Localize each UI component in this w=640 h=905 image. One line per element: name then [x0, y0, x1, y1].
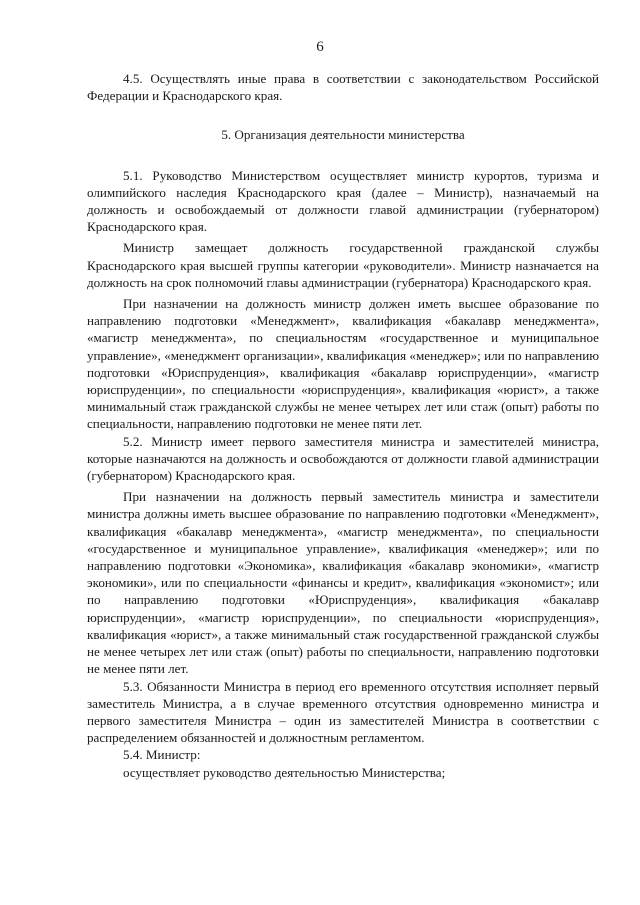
section-heading-5: 5. Организация деятельности министерства [221, 127, 465, 143]
paragraph-5-2-deputy-requirements: При назначении на должность первый заместитель министра и заместители министра должны иметь высшее образование по направлению подготовки «Менеджмент», квалификация «бакалавр менеджмента», «магистр менеджмента», по специальности «государственное и муниципальное управление», квалификация «менеджер»; или по направлению подготовки «Экономика», квалификация «бакалавр экономики», «магистр экономики», или по специальности «финансы и кредит», квалификация «экономист»; или по направлению подготовки «Юриспруденция», квалификация «бакалавр юриспруденции», «магистр юриспруденции», по специальности «юриспруденция», квалификация «юрист», а также минимальный стаж государственной гражданской службы не менее четырех лет или стаж (опыт) работы по специальности, направлению подготовки не менее пяти лет. [87, 489, 599, 677]
paragraph-5-2: 5.2. Министр имеет первого заместителя министра и заместителей министра, которые назначаются на должность и освобождаются от должности главой администрации (губернатором) Краснодарского края. [87, 433, 599, 484]
paragraph-5-3: 5.3. Обязанности Министра в период его временного отсутствия исполняет первый заместитель Министра, а в случае временного отсутствия одновременно министра и первого заместителя Министра – один из заместителей Министра в соответствии с распределением обязанностей и должностным регламентом. [87, 678, 599, 746]
paragraph-5-1: 5.1. Руководство Министерством осуществляет министр курортов, туризма и олимпийского наследия Краснодарского края (далее – Министр), назначаемый на должность и освобождаемый от должности главой администрации (губернатором) Краснодарского края. [87, 167, 599, 235]
page-number: 6 [316, 39, 324, 55]
paragraph-5-4: 5.4. Министр: [123, 747, 201, 763]
paragraph-5-1-minister-position: Министр замещает должность государственной гражданской службы Краснодарского края высшей группы категории «руководители». Министр назначается на должность на срок полномочий главы администрации (губернатора) Краснодарского края. [87, 240, 599, 290]
paragraph-4-5: 4.5. Осуществлять иные права в соответствии с законодательством Российской Федерации и Краснодарского края. [87, 71, 599, 104]
document-body [87, 70, 599, 781]
paragraph-5-1-minister-requirements: При назначении на должность министр должен иметь высшее образование по направлению подготовки «Менеджмент», квалификация «бакалавр менеджмента», «магистр менеджмента», по специальностям «государственное и муниципальное управление», «менеджмент организации», квалификация «менеджер»; или по направлению подготовки «Юриспруденция», квалификация «бакалавр юриспруденции», «магистр юриспруденции», по специальности «юриспруденция», квалификация «юрист», а также минимальный стаж гражданской службы не менее четырех лет или стаж (опыт) работы по специальности, направлению подготовки не менее пяти лет. [87, 296, 599, 432]
paragraph-5-4-item: осуществляет руководство деятельностью Министерства; [123, 764, 446, 780]
